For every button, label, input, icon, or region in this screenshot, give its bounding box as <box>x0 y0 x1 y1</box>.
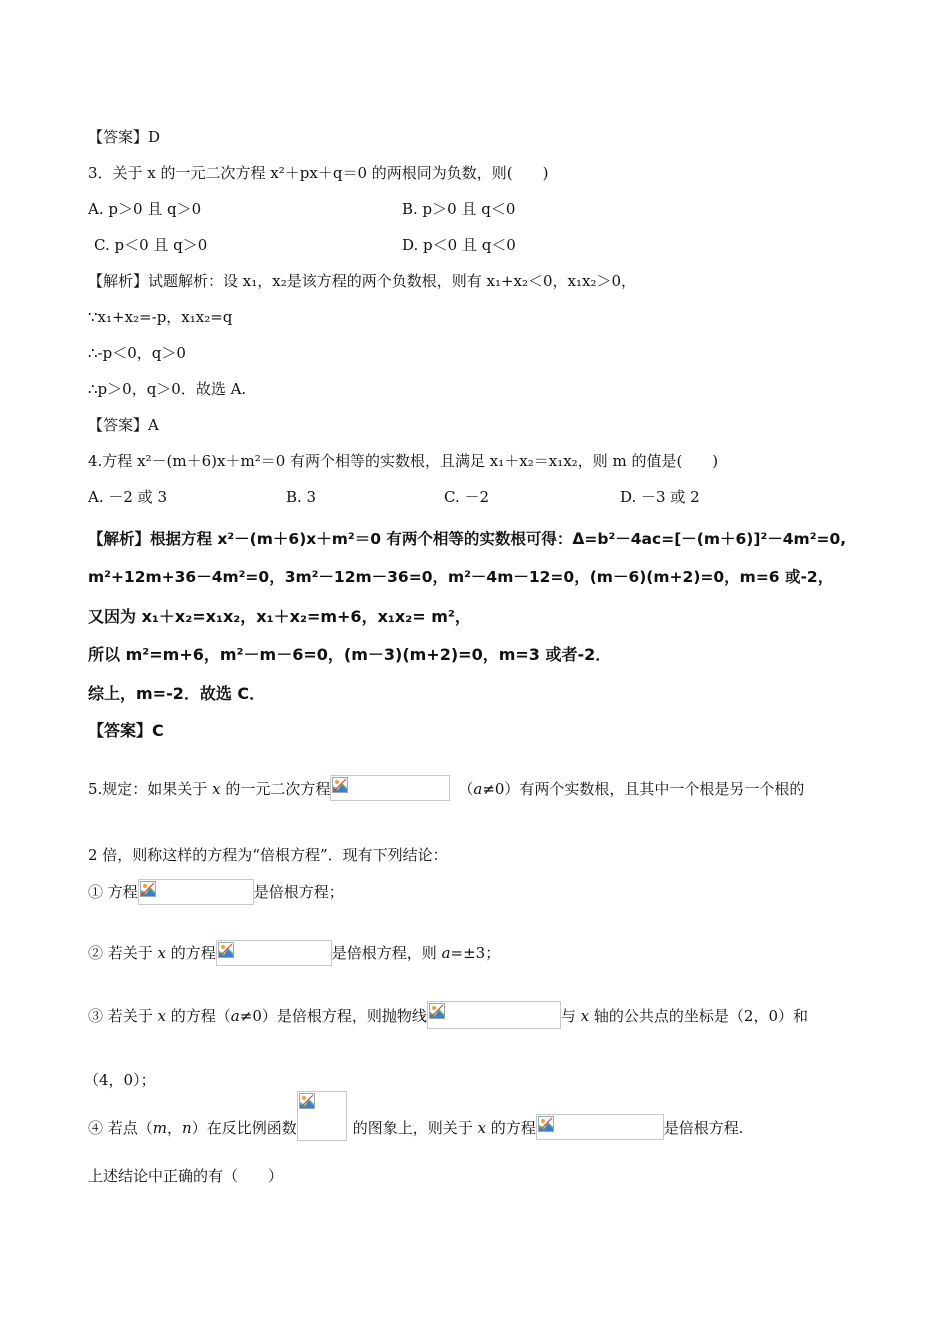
q5-text: ， <box>167 1119 183 1137</box>
q5-text: =±3； <box>450 944 501 962</box>
q3-analysis-line-4: ∴p＞0，q＞0．故选 A. <box>88 380 247 398</box>
q5-statement-2 <box>88 942 500 966</box>
q5-text: 的方程 <box>485 1119 536 1137</box>
q5-stem-line-2: 2 倍，则称这样的方程为“倍根方程”．现有下列结论： <box>88 846 448 864</box>
q5-text: ② 若关于 <box>88 944 158 962</box>
q4-option-d: D. －3 或 2 <box>620 488 700 506</box>
q3-answer: 【答案】A <box>88 416 159 434</box>
broken-image-icon <box>538 1116 554 1132</box>
q3-option-d: D. p＜0 且 q＜0 <box>402 236 516 254</box>
q5-text: ≠0）有两个实数根，且其中一个根是另一个根的 <box>482 780 805 798</box>
q5-statement-3-cont: （4，0）； <box>84 1071 156 1089</box>
q4-option-b: B. 3 <box>286 488 317 506</box>
equation-image <box>216 940 332 966</box>
q4-stem: 4.方程 x²－(m＋6)x＋m²＝0 有两个相等的实数根，且满足 x₁＋x₂＝x₁x₂，则 m 的值是( ) <box>88 452 719 470</box>
q4-option-c: C. －2 <box>444 488 490 506</box>
q3-stem: 3．关于 x 的一元二次方程 x²＋px＋q＝0 的两根同为负数，则( ) <box>88 164 549 182</box>
q5-text: ④ 若点（ <box>88 1119 153 1137</box>
q4-analysis-line-3: 又因为 x₁＋x₂=x₁x₂，x₁＋x₂=m+6，x₁x₂= m²， <box>88 607 471 626</box>
q5-statement-3 <box>88 1005 808 1029</box>
q3-option-a: A. p＞0 且 q＞0 <box>88 200 202 218</box>
q5-text: 轴的公共点的坐标是（2，0）和 <box>589 1007 808 1025</box>
broken-image-icon <box>299 1093 315 1109</box>
q5-closing: 上述结论中正确的有（ ） <box>88 1167 284 1185</box>
q3-option-c: C. p＜0 且 q＞0 <box>94 236 208 254</box>
q5-text: 的方程 <box>166 944 216 962</box>
q3-analysis-line-1: 【解析】试题解析：设 x₁，x₂是该方程的两个负数根，则有 x₁+x₂＜0，x₁x₂＞0， <box>88 272 637 290</box>
broken-image-icon <box>429 1003 445 1019</box>
q5-text: 是倍根方程； <box>253 883 344 901</box>
q5-var-x: x <box>477 1119 486 1137</box>
q5-text: 5.规定：如果关于 <box>88 780 213 798</box>
broken-image-icon <box>140 881 156 897</box>
parabola-image <box>427 1001 561 1029</box>
q5-statement-4 <box>88 1117 744 1141</box>
q5-text: 是倍根方程，则 <box>331 944 442 962</box>
q5-var-a: a <box>441 944 451 962</box>
q5-text: 是倍根方程. <box>663 1119 744 1137</box>
q4-option-a: A. －2 或 3 <box>88 488 167 506</box>
q5-text: ）在反比例函数 <box>191 1119 297 1137</box>
q5-var-x: x <box>157 1007 167 1025</box>
q4-analysis-line-2: m²+12m+36－4m²=0，3m²－12m－36=0，m²－4m－12=0，(m－6)(m+2)=0，m=6 或-2， <box>88 568 834 586</box>
q5-var-m: m <box>152 1119 168 1137</box>
q5-stem-line-1 <box>88 779 804 801</box>
q5-text: ① 方程 <box>88 883 138 901</box>
q5-text: ③ 若关于 <box>88 1007 158 1025</box>
q4-analysis-line-1: 【解析】根据方程 x²－(m＋6)x＋m²＝0 有两个相等的实数根可得：Δ=b²－4ac=[－(m＋6)]²－4m²=0, <box>88 530 847 548</box>
q4-analysis-line-5: 综上，m=-2．故选 C． <box>88 684 266 703</box>
q5-var-a: a <box>230 1007 240 1025</box>
q5-var-n: n <box>182 1119 192 1137</box>
equation-image <box>536 1114 664 1140</box>
equation-image <box>138 879 254 905</box>
broken-image-icon <box>218 942 234 958</box>
q5-var-a: a <box>473 780 483 798</box>
q4-analysis-line-4: 所以 m²=m+6，m²－m－6=0，(m－3)(m+2)=0，m=3 或者-2． <box>88 645 612 664</box>
q5-text: 的图象上，则关于 <box>352 1119 478 1137</box>
broken-image-icon <box>332 777 348 793</box>
q3-analysis-line-2: ∵x₁+x₂=-p，x₁x₂=q <box>88 308 233 326</box>
q5-var-x: x <box>157 944 167 962</box>
q5-text: ≠0）是倍根方程，则抛物线 <box>239 1007 427 1025</box>
q5-text: 的一元二次方程 <box>220 780 331 798</box>
q3-option-b: B. p＞0 且 q＜0 <box>402 200 516 218</box>
function-image <box>297 1091 347 1141</box>
equation-image <box>330 775 450 801</box>
q3-analysis-line-3: ∴-p＜0，q＞0 <box>88 344 186 362</box>
q5-text: （ <box>458 780 474 798</box>
q5-text: 的方程（ <box>166 1007 231 1025</box>
answer-label: 【答案】D <box>88 128 161 146</box>
q5-text: 与 <box>560 1007 581 1025</box>
q4-answer: 【答案】C <box>88 721 164 740</box>
q5-statement-1 <box>88 881 344 905</box>
q5-var-x: x <box>580 1007 590 1025</box>
q5-var-x: x <box>212 780 221 798</box>
